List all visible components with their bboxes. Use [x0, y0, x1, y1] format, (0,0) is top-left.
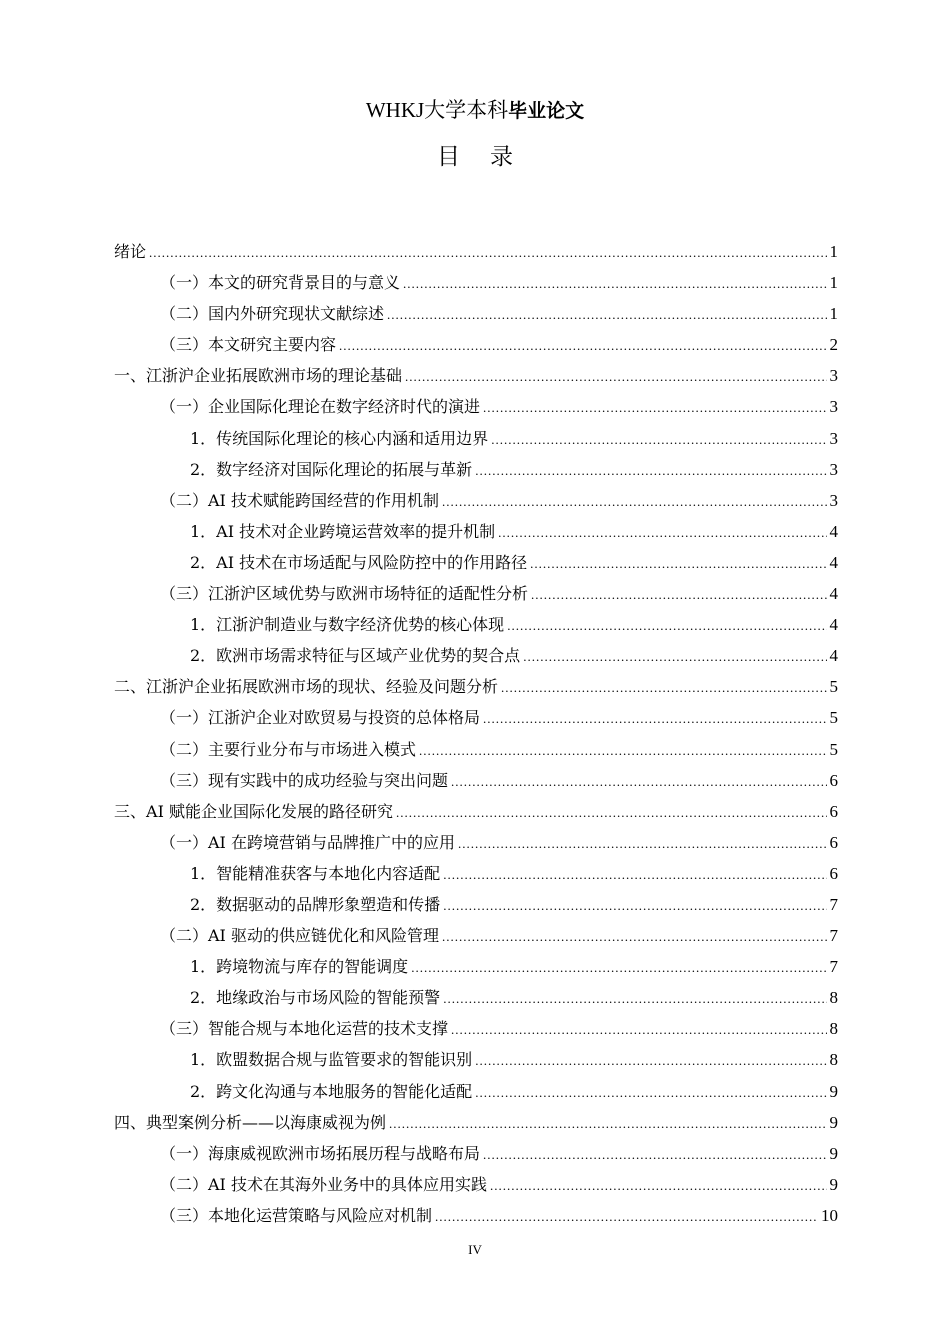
toc-entry[interactable]	[114, 1013, 838, 1044]
toc-entry-label: 2．数据驱动的品牌形象塑造和传播	[190, 894, 441, 914]
toc-entry-page: 1	[829, 273, 838, 293]
toc-entry[interactable]	[114, 609, 838, 640]
toc-entry[interactable]	[114, 765, 838, 796]
toc-leader-dots	[387, 299, 826, 330]
toc-entry-page: 6	[829, 832, 838, 852]
toc-entry-page: 1	[829, 304, 838, 324]
toc-leader-dots	[149, 237, 826, 268]
toc-leader-dots	[458, 828, 827, 859]
toc-leader-dots	[530, 548, 826, 579]
toc-entry-page: 9	[829, 1174, 838, 1194]
header-title-thesis: 毕业论文	[508, 100, 585, 122]
toc-leader-dots	[396, 797, 827, 828]
toc-entry-page: 4	[829, 552, 838, 572]
toc-entry[interactable]	[114, 951, 838, 982]
toc-entry-label: （三）本地化运营策略与风险应对机制	[160, 1205, 433, 1225]
toc-entry-page: 3	[829, 490, 838, 510]
toc-entry[interactable]	[114, 578, 838, 609]
toc-entry[interactable]	[114, 640, 838, 671]
table-of-contents	[114, 236, 838, 1231]
toc-leader-dots	[443, 890, 826, 921]
toc-entry-label: （二）AI 驱动的供应链优化和风险管理	[160, 926, 439, 946]
toc-entry[interactable]	[114, 858, 838, 889]
document-header	[0, 96, 950, 125]
toc-entry-page: 3	[829, 459, 838, 479]
toc-entry[interactable]	[114, 1076, 838, 1107]
toc-entry-label: 1．智能精准获客与本地化内容适配	[190, 863, 441, 883]
toc-entry-page: 9	[829, 1112, 838, 1132]
toc-leader-dots	[419, 735, 826, 766]
toc-entry-page: 3	[829, 397, 838, 417]
toc-entry-label: （一）本文的研究背景目的与意义	[160, 273, 401, 293]
toc-entry-label: 2．数字经济对国际化理论的拓展与革新	[190, 459, 473, 479]
toc-entry[interactable]	[114, 1107, 838, 1138]
toc-leader-dots	[490, 1170, 827, 1201]
toc-entry-label: （二）国内外研究现状文献综述	[160, 304, 385, 324]
toc-entry-page: 5	[829, 677, 838, 697]
toc-entry-page: 5	[829, 739, 838, 759]
toc-entry-label: （三）智能合规与本地化运营的技术支撑	[160, 1019, 449, 1039]
toc-entry[interactable]	[114, 920, 838, 951]
toc-entry[interactable]	[114, 889, 838, 920]
toc-entry-page: 6	[829, 801, 838, 821]
toc-leader-dots	[507, 610, 826, 641]
toc-entry[interactable]	[114, 1044, 838, 1075]
toc-leader-dots	[403, 268, 826, 299]
toc-leader-dots	[483, 392, 826, 423]
toc-entry-label: 2．AI 技术在市场适配与风险防控中的作用路径	[190, 552, 528, 572]
toc-leader-dots	[531, 579, 826, 610]
toc-entry[interactable]	[114, 702, 838, 733]
toc-entry-page: 4	[829, 615, 838, 635]
toc-entry-page: 2	[829, 335, 838, 355]
toc-leader-dots	[483, 1139, 826, 1170]
toc-entry-label: 1．跨境物流与库存的智能调度	[190, 957, 409, 977]
toc-entry[interactable]	[114, 1200, 838, 1231]
toc-entry[interactable]	[114, 671, 838, 702]
toc-entry-label: （三）现有实践中的成功经验与突出问题	[160, 770, 449, 790]
page-number: IV	[468, 1242, 482, 1257]
toc-leader-dots	[443, 983, 826, 1014]
toc-leader-dots	[523, 641, 826, 672]
toc-entry-label: 绪论	[114, 242, 147, 261]
toc-entry[interactable]	[114, 329, 838, 360]
toc-entry[interactable]	[114, 454, 838, 485]
toc-entry[interactable]	[114, 236, 838, 267]
toc-entry[interactable]	[114, 485, 838, 516]
toc-leader-dots	[498, 517, 826, 548]
toc-entry-label: 1．传统国际化理论的核心内涵和适用边界	[190, 428, 489, 448]
toc-entry[interactable]	[114, 298, 838, 329]
toc-entry[interactable]	[114, 360, 838, 391]
toc-entry-label: （一）江浙沪企业对欧贸易与投资的总体格局	[160, 708, 481, 728]
toc-entry-label: 典型案例分析——以海康威视为例	[146, 1112, 387, 1132]
toc-entry-label: 江浙沪企业拓展欧洲市场的现状、经验及问题分析	[146, 677, 499, 697]
toc-entry-page: 9	[829, 1081, 838, 1101]
toc-entry-label: 1．欧盟数据合规与监管要求的智能识别	[190, 1050, 473, 1070]
toc-leader-dots	[442, 921, 827, 952]
toc-entry-label: 1．江浙沪制造业与数字经济优势的核心体现	[190, 615, 505, 635]
toc-entry-label: （二）AI 技术在其海外业务中的具体应用实践	[160, 1174, 487, 1194]
toc-leader-dots	[442, 486, 827, 517]
toc-entry-label: 2．欧洲市场需求特征与区域产业优势的契合点	[190, 646, 521, 666]
toc-entry[interactable]	[114, 1169, 838, 1200]
toc-entry-page: 5	[829, 708, 838, 728]
toc-leader-dots	[389, 1108, 826, 1139]
toc-entry-page: 8	[829, 988, 838, 1008]
toc-entry[interactable]	[114, 982, 838, 1013]
toc-entry[interactable]	[114, 423, 838, 454]
toc-entry[interactable]	[114, 796, 838, 827]
toc-leader-dots	[475, 455, 826, 486]
toc-leader-dots	[405, 361, 826, 392]
toc-entry-label: 江浙沪企业拓展欧洲市场的理论基础	[146, 366, 403, 386]
header-title-university: WHKJ大学本科	[365, 98, 509, 122]
toc-leader-dots	[451, 1014, 826, 1045]
toc-entry-page: 4	[829, 584, 838, 604]
toc-entry[interactable]	[114, 391, 838, 422]
toc-leader-dots	[475, 1077, 826, 1108]
toc-entry-page: 7	[829, 957, 838, 977]
toc-entry-page: 6	[829, 863, 838, 883]
toc-entry-page: 3	[829, 366, 838, 386]
toc-leader-dots	[451, 766, 826, 797]
toc-entry-number: 四、	[114, 1112, 147, 1132]
toc-entry-number: 三、	[114, 801, 147, 821]
toc-entry-page: 7	[829, 894, 838, 914]
toc-entry-page: 7	[829, 926, 838, 946]
toc-entry-number: 二、	[114, 677, 147, 697]
toc-entry-label: （一）AI 在跨境营销与品牌推广中的应用	[160, 832, 455, 852]
toc-entry-page: 4	[829, 521, 838, 541]
toc-entry-page: 8	[829, 1050, 838, 1070]
toc-entry[interactable]	[114, 547, 838, 578]
toc-leader-dots	[443, 859, 826, 890]
toc-leader-dots	[483, 703, 826, 734]
toc-leader-dots	[501, 672, 826, 703]
toc-entry-label: 1．AI 技术对企业跨境运营效率的提升机制	[190, 521, 496, 541]
toc-title: 目录	[437, 144, 543, 170]
toc-leader-dots	[491, 424, 826, 455]
toc-entry-label: （二）主要行业分布与市场进入模式	[160, 739, 417, 759]
toc-entry-page: 4	[829, 646, 838, 666]
toc-entry[interactable]	[114, 1138, 838, 1169]
toc-entry-label: （三）本文研究主要内容	[160, 335, 337, 355]
toc-entry-label: 2．地缘政治与市场风险的智能预警	[190, 988, 441, 1008]
toc-entry-label: 2．跨文化沟通与本地服务的智能化适配	[190, 1081, 473, 1101]
toc-entry-label: （三）江浙沪区域优势与欧洲市场特征的适配性分析	[160, 584, 529, 604]
toc-entry[interactable]	[114, 516, 838, 547]
toc-entry-page: 10	[821, 1205, 838, 1225]
toc-entry-label: AI 赋能企业国际化发展的路径研究	[146, 801, 393, 821]
toc-entry-page: 6	[829, 770, 838, 790]
toc-entry-page: 9	[829, 1143, 838, 1163]
toc-leader-dots	[475, 1045, 826, 1076]
toc-entry-page: 8	[829, 1019, 838, 1039]
toc-entry-label: （二）AI 技术赋能跨国经营的作用机制	[160, 490, 439, 510]
toc-entry[interactable]	[114, 734, 838, 765]
toc-entry-label: （一）企业国际化理论在数字经济时代的演进	[160, 397, 481, 417]
toc-leader-dots	[411, 952, 826, 983]
toc-leader-dots	[339, 330, 826, 361]
toc-entry-label: （一）海康威视欧洲市场拓展历程与战略布局	[160, 1143, 481, 1163]
toc-entry-page: 3	[829, 428, 838, 448]
toc-entry-number: 一、	[114, 366, 147, 386]
toc-entry[interactable]	[114, 827, 838, 858]
toc-entry-page: 1	[829, 242, 838, 261]
toc-leader-dots	[435, 1201, 818, 1232]
toc-entry[interactable]	[114, 267, 838, 298]
